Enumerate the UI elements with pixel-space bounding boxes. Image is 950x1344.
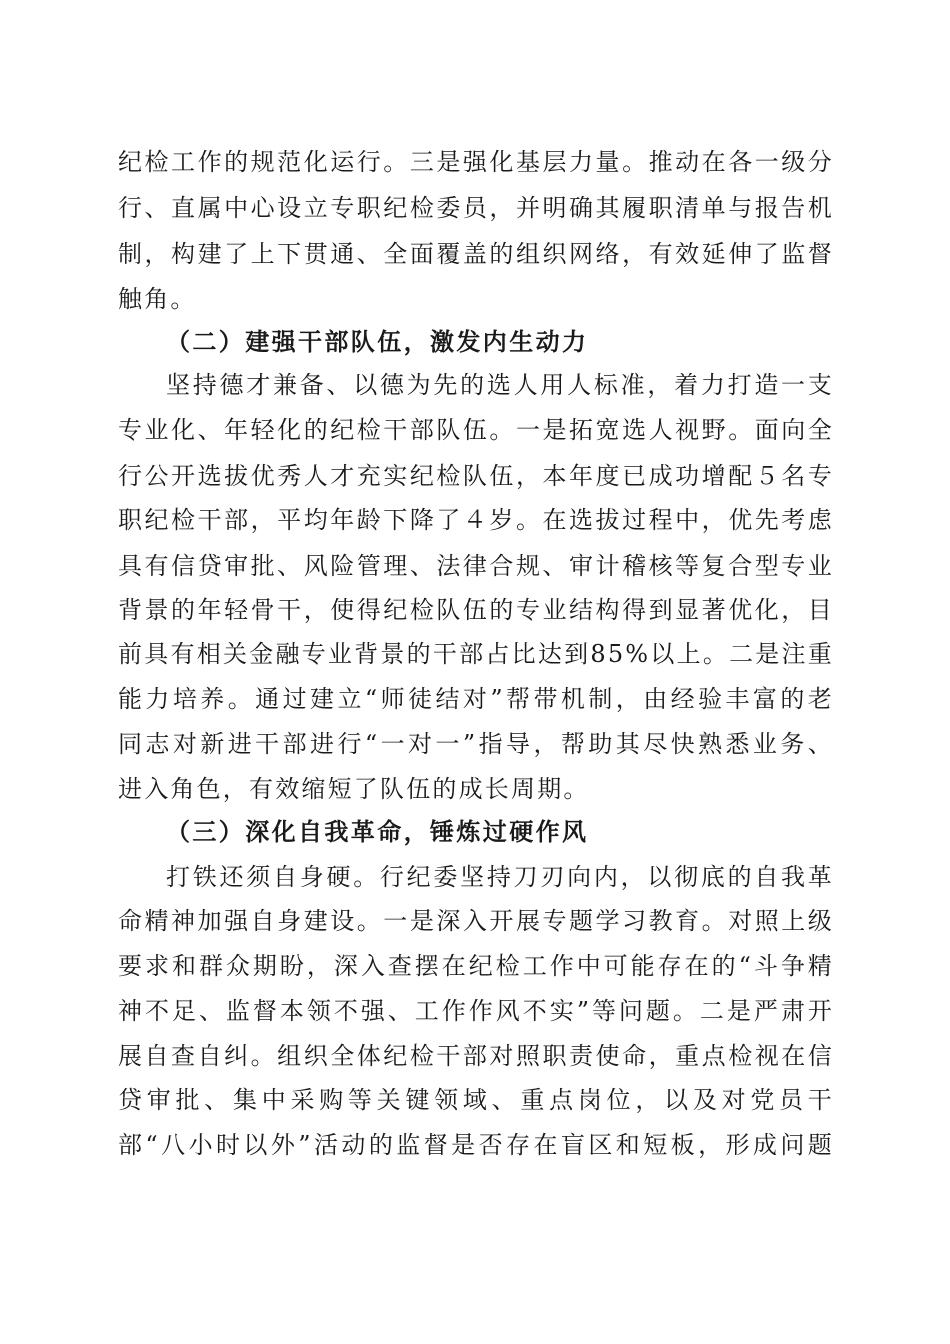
body-text-line: 能力培养。通过建立“师徒结对”帮带机制，由经验丰富的老: [118, 685, 834, 713]
body-text-line: 部“八小时以外”活动的监督是否存在盲区和短板，形成问题: [118, 1131, 834, 1159]
body-text-line: 纪检工作的规范化运行。三是强化基层力量。推动在各一级分: [118, 148, 834, 176]
body-text-line: 命精神加强自身建设。一是深入开展专题学习教育。对照上级: [118, 907, 834, 935]
body-text-line: 具有信贷审批、风险管理、法律合规、审计稽核等复合型专业: [118, 552, 834, 580]
body-text-line: 贷审批、集中采购等关键领域、重点岗位，以及对党员干: [118, 1086, 834, 1114]
body-text-line: 行公开选拔优秀人才充实纪检队伍，本年度已成功增配５名专: [118, 462, 834, 490]
body-text-line: 背景的年轻骨干，使得纪检队伍的专业结构得到显著优化，目: [118, 596, 834, 624]
body-text-line: 职纪检干部，平均年龄下降了４岁。在选拔过程中，优先考虑: [118, 506, 834, 534]
section-heading-3: （三）深化自我革命，锤炼过硬作风: [166, 817, 589, 846]
body-text-line: 要求和群众期盼，深入查摆在纪检工作中可能存在的“斗争精: [118, 952, 834, 980]
body-text-line: 触角。: [118, 285, 197, 313]
body-text-line: 神不足、监督本领不强、工作作风不实”等问题。二是严肃开: [118, 997, 834, 1025]
body-text-line: 专业化、年轻化的纪检干部队伍。一是拓宽选人视野。面向全: [118, 416, 834, 444]
body-text-line: 同志对新进干部进行“一对一”指导，帮助其尽快熟悉业务、: [118, 730, 834, 758]
section-heading-2: （二）建强干部队伍，激发内生动力: [166, 327, 589, 356]
body-text-line: 前具有相关金融专业背景的干部占比达到85%以上。二是注重: [118, 640, 834, 668]
body-text-line: 制，构建了上下贯通、全面覆盖的组织网络，有效延伸了监督: [118, 240, 834, 268]
body-text-line: 行、直属中心设立专职纪检委员，并明确其履职清单与报告机: [118, 194, 834, 222]
paragraph-first-line: 坚持德才兼备、以德为先的选人用人标准，着力打造一支: [166, 371, 834, 399]
body-text-line: 进入角色，有效缩短了队伍的成长周期。: [118, 775, 590, 803]
paragraph-first-line: 打铁还须自身硬。行纪委坚持刀刃向内，以彻底的自我革: [166, 863, 834, 891]
body-text-line: 展自查自纠。组织全体纪检干部对照职责使命，重点检视在信: [118, 1042, 834, 1070]
